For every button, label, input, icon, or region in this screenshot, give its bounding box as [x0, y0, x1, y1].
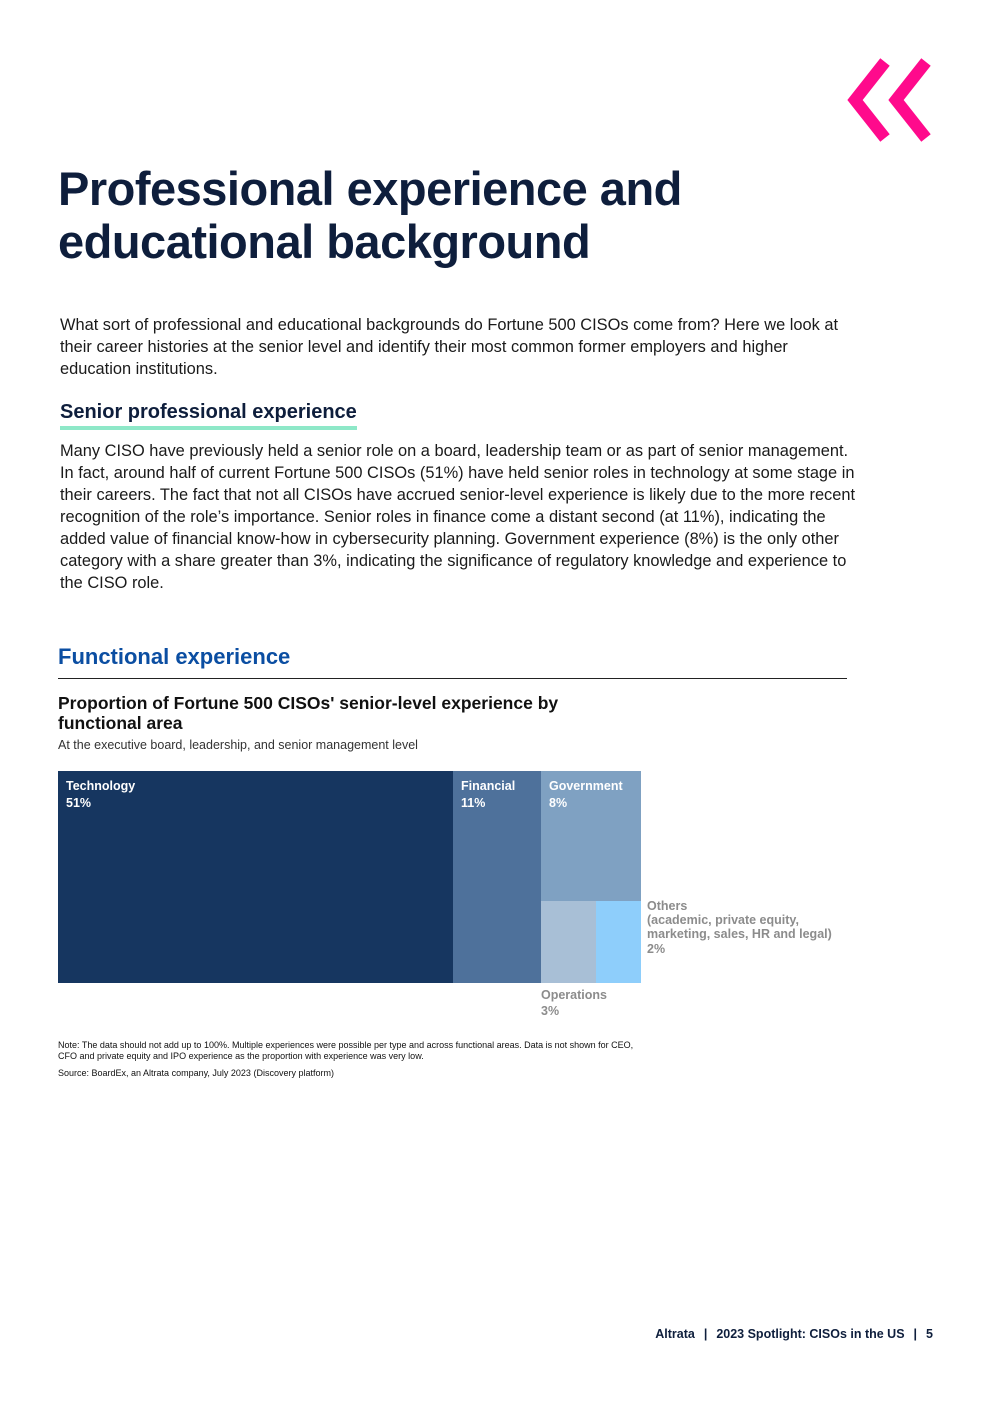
- tile-government: [541, 771, 641, 901]
- chart-source: Source: BoardEx, an Altrata company, July 2023 (Discovery platform): [58, 1068, 334, 1078]
- section-divider: [58, 678, 847, 679]
- treemap-chart: [58, 771, 641, 983]
- tile-value-technology: 51%: [66, 796, 92, 810]
- label-others: [647, 899, 847, 956]
- intro-paragraph: What sort of professional and educational backgrounds do Fortune 500 CISOs come from? Here we look at their career histories at the senior level and identify their most common former employers and higher education institutions.: [60, 316, 839, 378]
- footer-separator: |: [703, 1327, 708, 1341]
- footer-report: 2023 Spotlight: CISOs in the US: [716, 1327, 905, 1341]
- functional-heading: Functional experience: [58, 644, 291, 669]
- chart-note: Note: The data should not add up to 100%. Multiple experiences were possible per type and across functional areas. Data is not shown for CEO, CFO and private equity and IPO experience as the proportion with experience was very low.: [58, 1040, 634, 1061]
- tile-financial: [453, 771, 541, 983]
- tile-others: [596, 901, 641, 983]
- body-paragraph: Many CISO have previously held a senior role on a board, leadership team or as part of senior management. In fact, around half of current Fortune 500 CISOs (51%) have held senior roles in technology at some stage in their careers. The fact that not all CISOs have accrued senior-level experience is likely due to the more recent recognition of the role’s importance. Senior roles in finance come a distant second (at 11%), indicating the added value of financial know-how in cybersecurity planning. Government experience (8%) is the only other category with a share greater than 3%, indicating the significance of regulatory knowledge and experience to the CISO role.: [60, 442, 856, 592]
- page-footer: [655, 1326, 933, 1342]
- tile-label-financial: Financial: [461, 779, 516, 793]
- footer-separator: |: [913, 1327, 918, 1341]
- page-number: 5: [926, 1327, 933, 1341]
- footer-company: Altrata: [655, 1327, 695, 1341]
- label-operations-value: 3%: [541, 1004, 560, 1018]
- chart-subtitle: At the executive board, leadership, and senior management level: [58, 738, 418, 752]
- double-chevron-left-icon: [846, 56, 936, 144]
- tile-technology: [58, 771, 453, 983]
- label-operations-name: Operations: [541, 988, 607, 1002]
- tile-value-government: 8%: [549, 796, 568, 810]
- page-title: Professional experience and educational background: [58, 162, 682, 268]
- chart-title: Proportion of Fortune 500 CISOs' senior-level experience by functional area: [58, 693, 559, 733]
- label-others-name: Others: [647, 899, 688, 913]
- tile-label-government: Government: [549, 779, 623, 793]
- tile-value-financial: 11%: [461, 796, 486, 810]
- tile-label-technology: Technology: [66, 779, 136, 793]
- tile-operations: [541, 901, 596, 983]
- section-heading: Senior professional experience: [60, 399, 357, 430]
- label-operations: [541, 988, 607, 1018]
- label-others-detail: (academic, private equity, marketing, sales, HR and legal): [647, 913, 832, 941]
- label-others-value: 2%: [647, 942, 666, 956]
